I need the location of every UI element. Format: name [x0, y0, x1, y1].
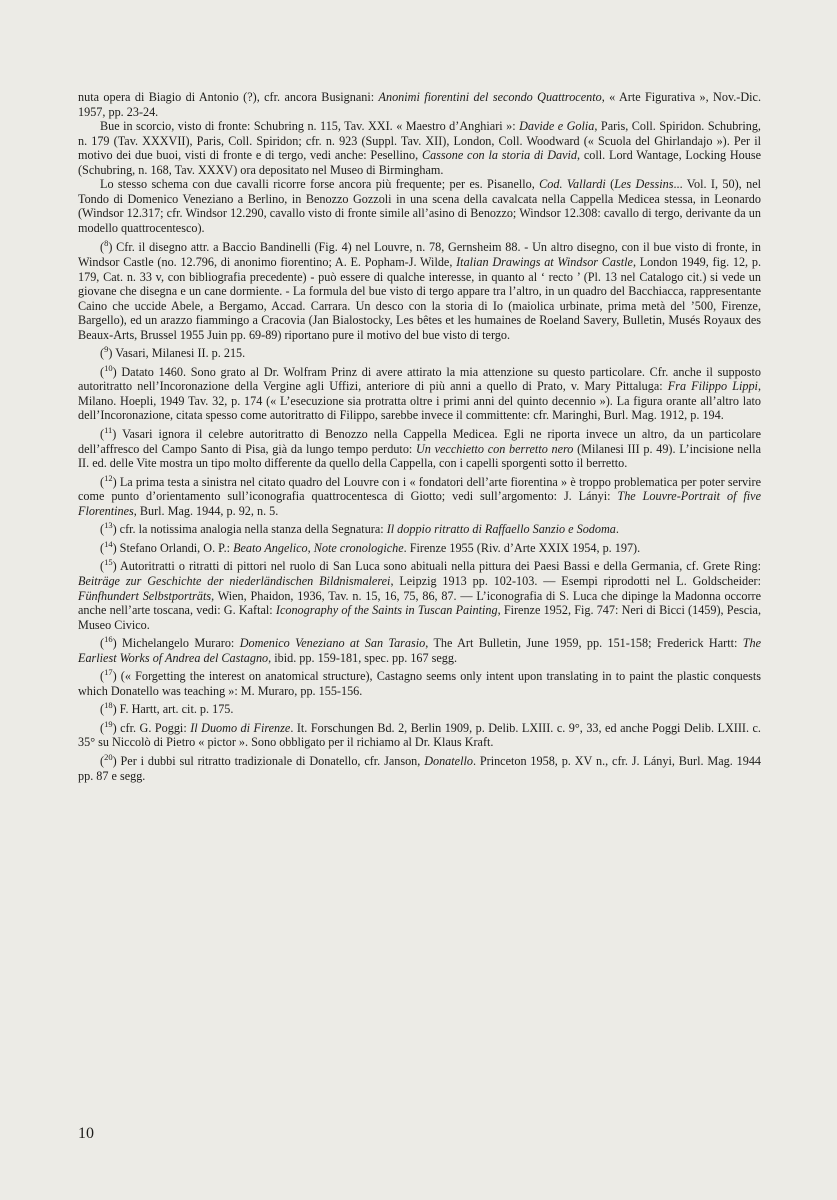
- text-run: (: [605, 177, 615, 192]
- paragraph: [78, 177, 761, 235]
- footnote: ($^{16}$) Michelangelo Muraro: Domenico Veneziano at San Tarasio, The Art Bulletin, June 1959, pp. 151-158; Frederick Hartt: The Earliest Works of Andrea del Castagno, ibid. pp. 159-181, spec. pp. 167 segg.: [78, 634, 762, 665]
- text-run: (« Forgetting the interest on anatomical structure), Castagno seems only intent upon translating in to paint the plastic conquests which Donatello was teaching »: M. Muraro, pp. 155-156.: [78, 669, 761, 698]
- text-run: Bue in scorcio, visto di fronte: Schubring n. 115, Tav. XXI. « Maestro d’Anghiari »:: [100, 119, 520, 134]
- footnote: ($^{15}$) Autoritratti o ritratti di pittori nel ruolo di San Luca sono abituali nella pittura dei Paesi Bassi e della Germania, cf. Grete Ring: Beiträge zur Geschichte der niederländischen Bildnismalerei, Leipzig 1913 pp. 102-103. — Esempi riprodotti nel L. Goldscheider: Fünfhundert Selbstporträts, Wien, Phaidon, 1936, Tav. n. 15, 16, 75, 86, 87. — L’iconografia di S. Luca che dipinge la Madonna occorre anche nell’arte toscana, vedi: G. Kaftal: Iconography of the Saints in Tuscan Painting, Firenze 1952, Fig. 747: Neri di Bicci (1459), Pescia, Museo Civico.: [78, 557, 761, 632]
- italic-text: Cod. Vallardi: [539, 177, 606, 192]
- text-run: Lo stesso schema con due cavalli ricorre forse ancora più frequente; per es. Pisanello,: [100, 177, 540, 192]
- text-run: nuta opera di Biagio di Antonio (?), cfr. ancora Busignani:: [78, 90, 379, 104]
- footnote-number: 9: [104, 344, 109, 355]
- text-run: , coll. Lord Wantage, Locking House (Schubring, n. 168, Tav. XXXV) ora depositato nel Museo di Birmingham.: [78, 148, 761, 177]
- paragraph: [78, 119, 761, 177]
- italic-text: Cassone con la storia di David: [421, 148, 578, 163]
- text-run: . Firenze 1955 (Riv. d’Arte XXIX 1954, p. 197).: [403, 540, 641, 555]
- footnote: ($^8$) Cfr. il disegno attr. a Baccio Bandinelli (Fig. 4) nel Louvre, n. 78, Gernsheim 88. - Un altro disegno, con il bue visto di fronte, in Windsor Castle (no. 12.796, di anonimo fiorentino; A. E. Popham-J. Wilde, Italian Drawings at Windsor Castle, London 1949, fig. 12, p. 179, Cat. n. 33 v, con bibliografia precedente) - può essere di qualche interesse, in quanto al ‘ recto ’ (Pl. 13 nel Catalogo cit.) si vede un giovane che disegna e un cane dormiente. - La formula del bue visto di tergo appare tra l’altro, in un quadro del Bacchiacca, rappresentante Caino che uccide Abele, a Bergamo, Accad. Carrara. Un desco con la storia di Io (maiolica urbinate, prima metà del ’500, Firenze, Bargello), ed un arazzo fiammingo a Cracovia (Jan Bialostocky, Les bêtes et les humaines de Roeland Savery, Bulletin, Musés Royaux des Beaux-Arts, Brussel 1955 Juin pp. 69-89) riportano pure il motivo del bue visto di tergo.: [78, 238, 761, 342]
- text-run: Autoritratti o ritratti di pittori nel ruolo di San Luca sono abituali nella pittura dei Paesi Bassi e della Germania, cf. Grete Ring:: [119, 559, 761, 574]
- text-run: . It. Forschungen Bd. 2, Berlin 1909, p. Delib. LXIII. c. 9°, 33, ed anche Poggi Delib. LXIII. c. 35° su Niccolò di Pietro « pictor ». Sono obbligato per il richiamo al Dr. Klaus Kraft.: [78, 720, 761, 750]
- footnote: ($^{12}$) La prima testa a sinistra nel citato quadro del Louvre con i « fondatori dell’arte fiorentina » è troppo problematica per poter servire come punto d’orientamento sull’iconografia quattrocentesca di Giotto; vedi sull’argomento: J. Lányi: The Louvre-Portrait of five Florentines, Burl. Mag. 1944, p. 92, n. 5.: [78, 472, 762, 518]
- text-run: F. Hartt, art. cit. p. 175.: [119, 702, 234, 717]
- italic-text: Beiträge zur Geschichte der niederländischen Bildnismalerei: [78, 573, 391, 588]
- text-run: , Leipzig 1913 pp. 102-103. — Esempi riprodotti nel L. Goldscheider:: [390, 573, 761, 588]
- footnote: ($^{20}$) Per i dubbi sul ritratto tradizionale di Donatello, cfr. Janson, Donatello. Princeton 1958, p. XV n., cfr. J. Lányi, Burl. Mag. 1944 pp. 87 e segg.: [78, 751, 762, 783]
- text-run: cfr. G. Poggi:: [120, 720, 191, 735]
- page-body: [78, 90, 761, 787]
- text-run: , The Art Bulletin, June 1959, pp. 151-158; Frederick Hartt:: [425, 636, 743, 651]
- page-number: 10: [78, 1125, 94, 1142]
- body-text: [78, 90, 761, 235]
- italic-text: Davide e Golia: [519, 119, 595, 134]
- footnotes: [78, 240, 761, 783]
- footnote: ($^{10}$) Datato 1460. Sono grato al Dr. Wolfram Prinz di avere attirato la mia attenzione su questo particolare. Cfr. anche il supposto autoritratto nell’Incoronazione della Vergine agli Uffizi, anteriore di più anni a quello di Prato, v. Mary Pittaluga: Fra Filippo Lippi, Milano. Hoepli, 1949 Tav. 32, p. 174 (« L’esecuzione sia protratta oltre i primi anni del quinto decennio »). La figura orante all’altro lato dell’Incoronazione, citata spesso come autoritratto di Filippo, sarebbe invece il committente: cfr. Maringhi, Burl. Mag. 1912, p. 194.: [78, 362, 762, 423]
- text-run: , Burl. Mag. 1944, p. 92, n. 5.: [133, 503, 279, 518]
- text-run: , Firenze 1952, Fig. 747: Neri di Bicci (1459), Pescia, Museo Civico.: [78, 603, 761, 632]
- footnote: ($^9$) Vasari, Milanesi II. p. 215.: [100, 344, 246, 361]
- text-run: Michelangelo Muraro:: [122, 636, 240, 651]
- footnote-number: 17: [104, 667, 113, 678]
- text-run: .: [615, 522, 619, 537]
- italic-text: Beato Angelico, Note cronologiche: [233, 540, 404, 555]
- italic-text: Fünfhundert Selbstporträts: [78, 588, 212, 603]
- footnote: ($^{19}$) cfr. G. Poggi: Il Duomo di Firenze. It. Forschungen Bd. 2, Berlin 1909, p. Delib. LXIII. c. 9°, 33, ed anche Poggi Delib. LXIII. c. 35° su Niccolò di Pietro « pictor ». Sono obbligato per il richiamo al Dr. Klaus Kraft.: [78, 718, 761, 750]
- text-run: , Paris, Coll. Spiridon. Schubring, n. 179 (Tav. XXXVII), Paris, Coll. Spiridon; cfr. n. 923 (Suppl. Tav. XII), London, Coll. Woodward (« Scuola del Ghirlandajo »). Per il motivo dei due buoi, visti di fronte e di tergo, vedi anche: Pesellino,: [78, 119, 761, 163]
- footnote-number: 15: [104, 557, 113, 568]
- text-run: cfr. la notissima analogia nella stanza della Segnatura:: [119, 522, 387, 537]
- text-run: Per i dubbi sul ritratto tradizionale di Donatello, cfr. Janson,: [120, 753, 425, 768]
- text-run: Stefano Orlandi, O. P.:: [119, 540, 234, 555]
- text-run: Datato 1460. Sono grato al Dr. Wolfram Prinz di avere attirato la mia attenzione su questo particolare. Cfr. anche il supposto autoritratto nell’Incoronazione della Vergine agli Uffizi, anteriore di più anni a quello di Prato, v. Mary Pittaluga:: [78, 364, 762, 394]
- footnote: ($^{13}$) cfr. la notissima analogia nella stanza della Segnatura: Il doppio ritratto di Raffaello Sanzio e Sodoma.: [100, 520, 619, 537]
- italic-text: Il Duomo di Firenze: [190, 720, 291, 735]
- text-run: Vasari, Milanesi II. p. 215.: [115, 346, 246, 361]
- italic-text: The Louvre-Portrait of five Florentines: [78, 489, 761, 518]
- italic-text: Iconography of the Saints in Tuscan Painting: [275, 603, 498, 618]
- footnote-number: 14: [104, 538, 113, 549]
- footnote: ($^{17}$) (« Forgetting the interest on anatomical structure), Castagno seems only intent upon translating in to paint the plastic conquests which Donatello was teaching »: M. Muraro, pp. 155-156.: [78, 667, 761, 698]
- italic-text: The Earliest Works of Andrea del Castagno: [78, 636, 762, 665]
- italic-text: Fra Filippo Lippi: [667, 379, 758, 394]
- italic-text: Donatello: [424, 753, 473, 768]
- italic-text: Un vecchietto con berretto nero: [416, 441, 574, 456]
- footnote-number: 16: [104, 634, 113, 645]
- footnote-number: 12: [104, 472, 113, 483]
- text-run: Vasari ignora il celebre autoritratto di Benozzo nella Cappella Medicea. Egli ne riporta invece un altro, da un particolare dell’affresco del Campo Santo di Pisa, già da lungo tempo perduto:: [78, 427, 761, 456]
- italic-text: Il doppio ritratto di Raffaello Sanzio e Sodoma: [386, 522, 616, 537]
- text-run: . Princeton 1958, p. XV n., cfr. J. Lányi, Burl. Mag. 1944 pp. 87 e segg.: [78, 753, 762, 783]
- italic-text: Les Dessins: [614, 177, 674, 192]
- footnote-number: 8: [104, 238, 109, 249]
- paragraph: [78, 90, 761, 119]
- footnote: ($^{18}$) F. Hartt, art. cit. p. 175.: [100, 700, 234, 717]
- footnote-number: 20: [104, 751, 113, 762]
- footnote-number: 18: [104, 700, 113, 711]
- italic-text: Italian Drawings at Windsor Castle: [456, 255, 633, 270]
- footnote-number: 10: [104, 362, 113, 373]
- text-run: , Wien, Phaidon, 1936, Tav. n. 15, 16, 75, 86, 87. — L’iconografia di S. Luca che dipinge la Madonna occorre anche nell’arte toscana, vedi: G. Kaftal:: [78, 588, 761, 618]
- text-run: , ibid. pp. 159-181, spec. pp. 167 segg.: [268, 650, 458, 665]
- text-run: La prima testa a sinistra nel citato quadro del Louvre con i « fondatori dell’arte fiorentina » è troppo problematica per poter servire come punto d’orientamento sull’iconografia quattrocentesca di Giotto; vedi sull’argomento: J. Lányi:: [78, 474, 762, 504]
- text-run: , London 1949, fig. 12, p. 179, Cat. n. 33 v, con bibliografia precedente) - può essere di qualche interesse, in quanto al ‘ recto ’ (Pl. 13 nel Catalogo cit.) si vede un giovane che disegna e un cane dormiente. - La formula del bue visto di tergo appare tra l’altro, in un quadro del Bacchiacca, rappresentante Caino che uccide Abele, a Bergamo, Accad. Carrara. Un desco con la storia di Io (maiolica urbinate, prima metà del ’500, Firenze, Bargello), ed un arazzo fiammingo a Cracovia (Jan Bialostocky, Les bêtes et les humaines de Roeland Savery, Bulletin, Musés Royaux des Beaux-Arts, Brussel 1955 Juin pp. 69-89) riportano pure il motivo del bue visto di tergo.: [78, 255, 761, 342]
- text-run: , Milano. Hoepli, 1949 Tav. 32, p. 174 (« L’esecuzione sia protratta oltre i primi anni del quinto decennio »). La figura orante all’altro lato dell’Incoronazione, citata spesso come autoritratto di Filippo, sarebbe invece il committente: cfr. Maringhi, Burl. Mag. 1912, p. 194.: [78, 379, 761, 423]
- text-run: ... Vol. I, 50), nel Tondo di Domenico Veneziano a Berlino, in Benozzo Gozzoli in una scena della cavalcata nella Cappella Medicea stessa, in Leonardo (Windsor 12.317; cfr. Windsor 12.290, cavallo visto di fronte simile all’asino di Benozzo; Windsor 12.308: cavallo di tergo, derivante da un modello quattrocentesco).: [78, 177, 762, 235]
- text-run: , « Arte Figurativa », Nov.-Dic. 1957, pp. 23-24.: [78, 90, 761, 119]
- footnote: ($^{14}$) Stefano Orlandi, O. P.: Beato Angelico, Note cronologiche. Firenze 1955 (Riv. d’Arte XXIX 1954, p. 197).: [100, 538, 641, 555]
- italic-text: Anonimi fiorentini del secondo Quattrocento: [378, 90, 602, 104]
- footnote-number: 13: [104, 520, 113, 531]
- footnote: ($^{11}$) Vasari ignora il celebre autoritratto di Benozzo nella Cappella Medicea. Egli ne riporta invece un altro, da un particolare dell’affresco del Campo Santo di Pisa, già da lungo tempo perduto: Un vecchietto con berretto nero (Milanesi III p. 49). L’incisione nella II. ed. delle Vite mostra un tipo molto differente da quello della Cappella, con i capelli sporgenti sotto il berretto.: [78, 424, 761, 471]
- footnote-number: 11: [104, 424, 113, 435]
- text-run: (Milanesi III p. 49). L’incisione nella II. ed. delle Vite mostra un tipo molto differente da quello della Cappella, con i capelli sporgenti sotto il berretto.: [78, 441, 761, 471]
- italic-text: Domenico Veneziano at San Tarasio: [239, 636, 426, 651]
- footnote-number: 19: [104, 718, 113, 729]
- text-run: Cfr. il disegno attr. a Baccio Bandinelli (Fig. 4) nel Louvre, n. 78, Gernsheim 88. - Un altro disegno, con il bue visto di fronte, in Windsor Castle (no. 12.796, di anonimo fiorentino; A. E. Popham-J. Wilde,: [78, 240, 761, 270]
